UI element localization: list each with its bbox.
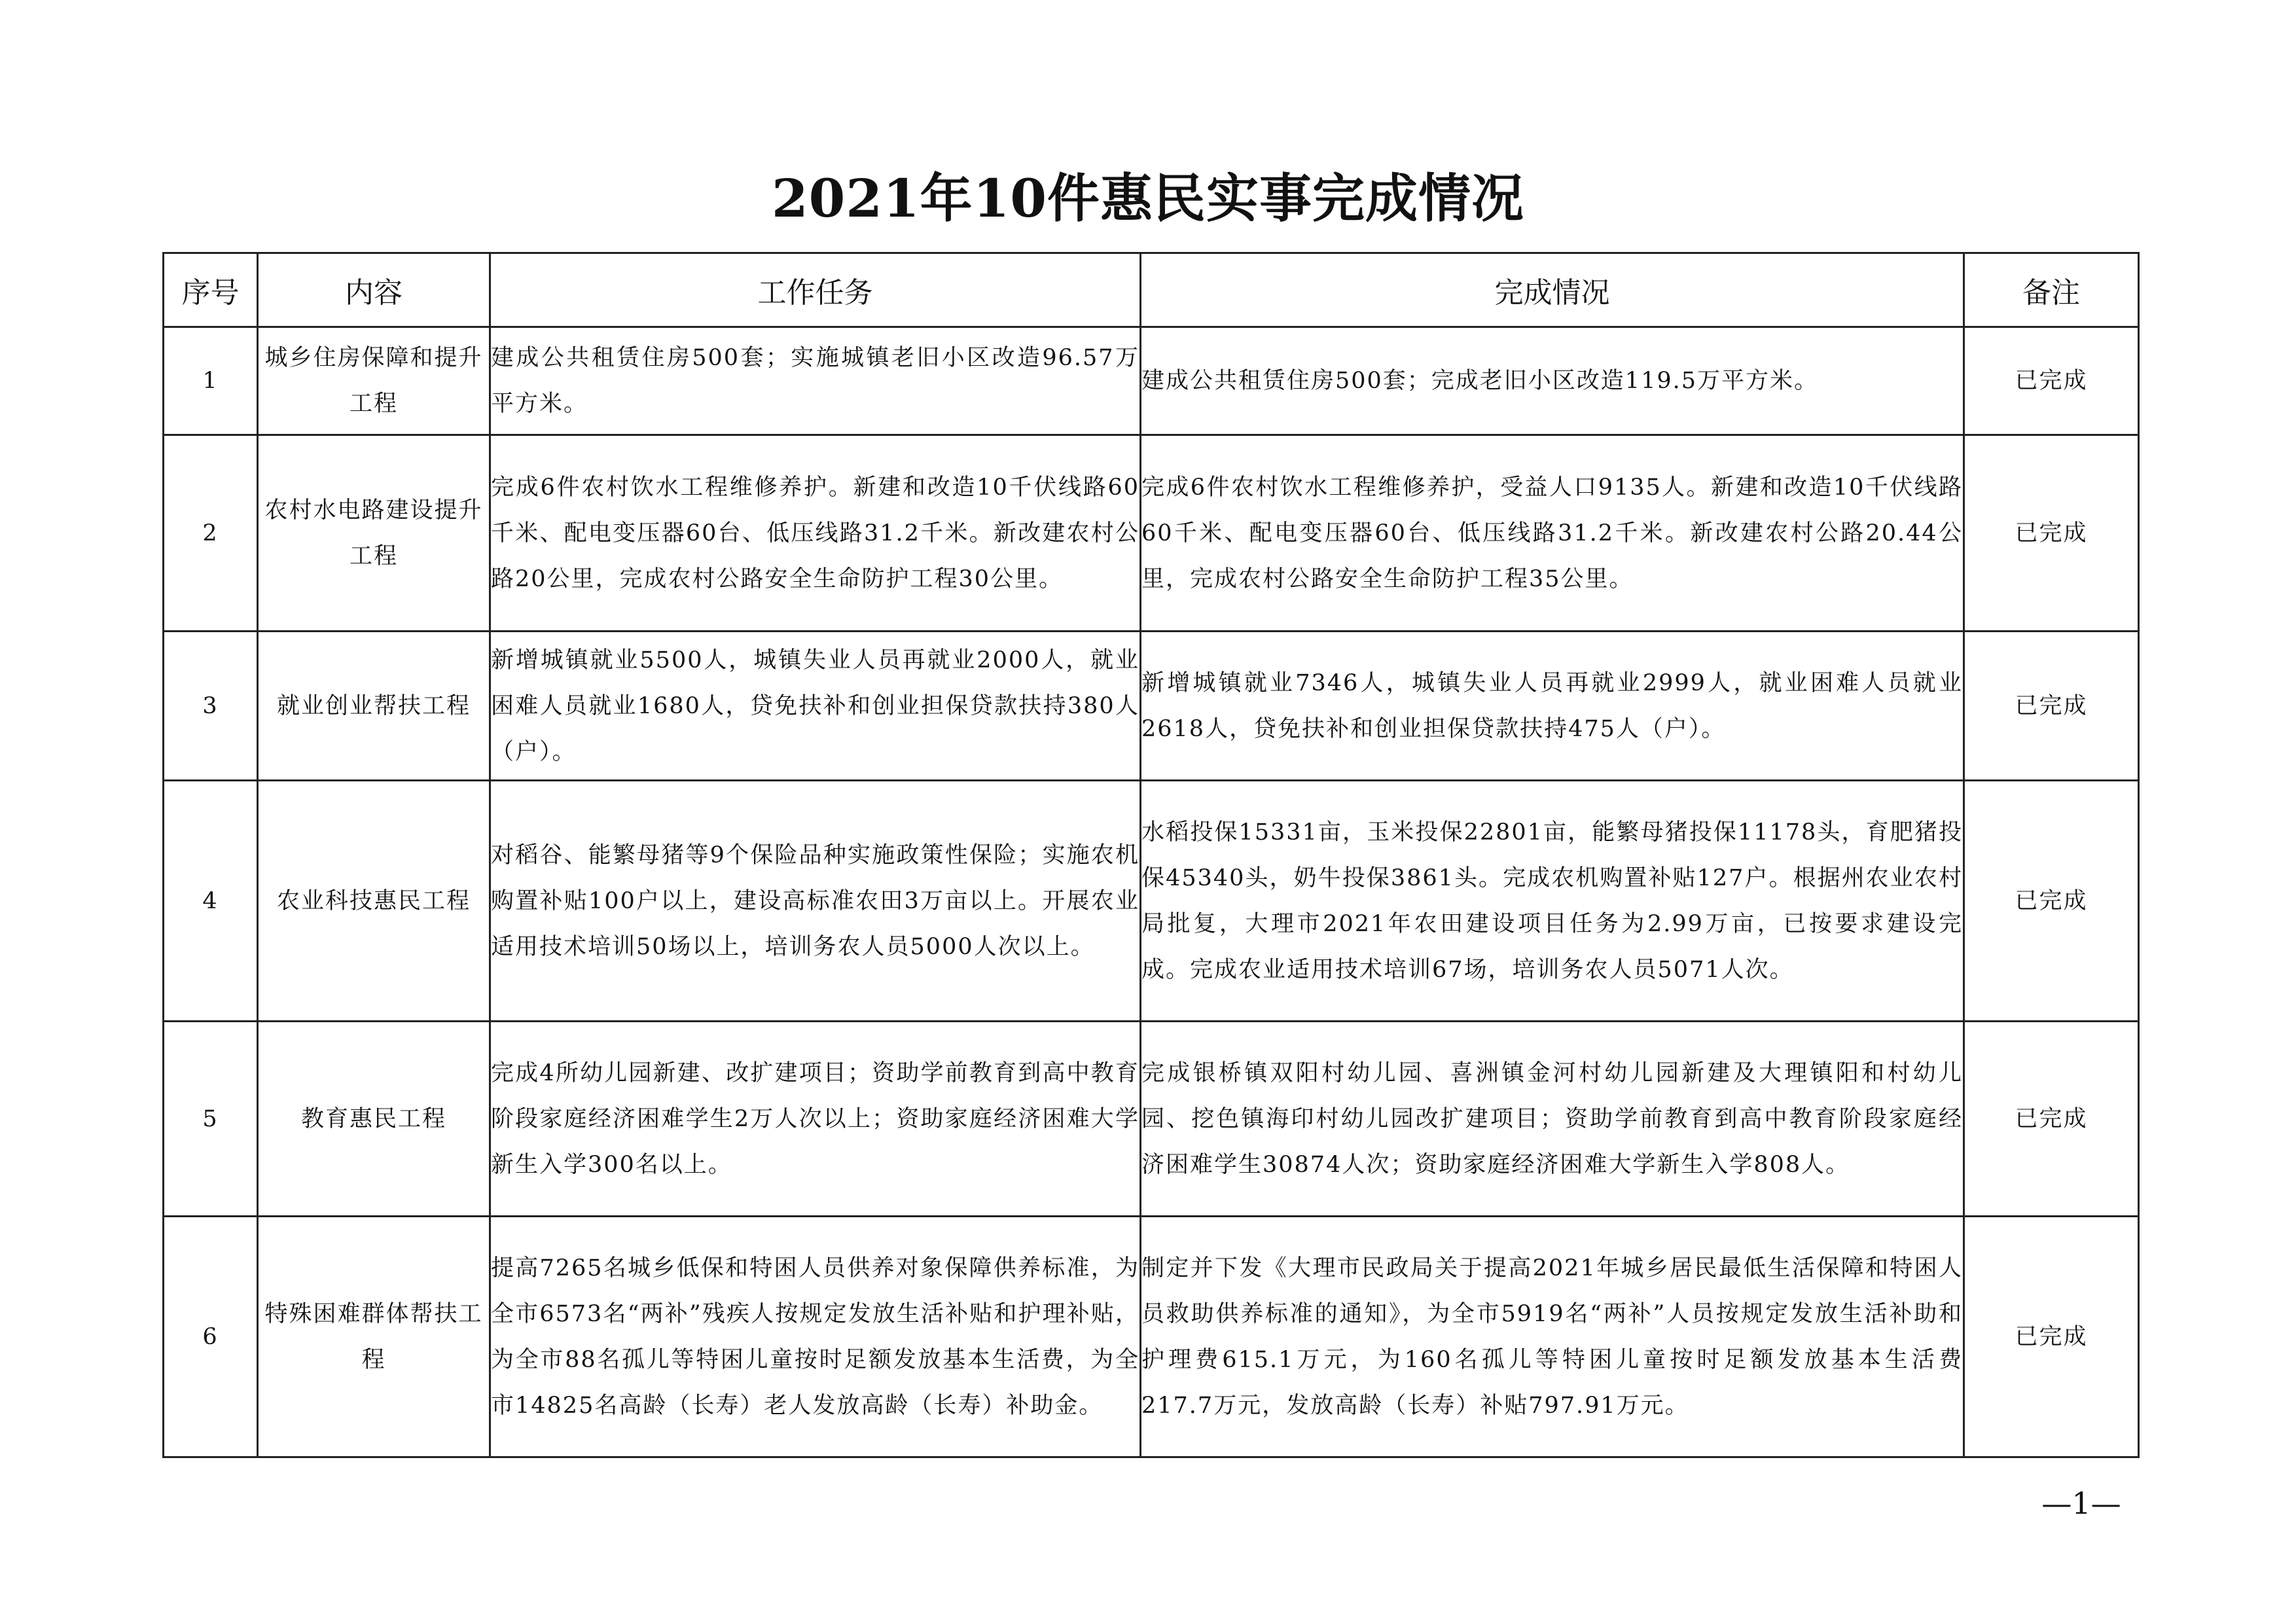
status-note: 已完成	[1964, 327, 2139, 435]
project-task: 完成6件农村饮水工程维修养护。新建和改造10千伏线路60千米、配电变压器60台、低压线路31.2千米。新改建农村公路20公里，完成农村公路安全生命防护工程30公里。	[490, 435, 1141, 632]
project-completion: 制定并下发《大理市民政局关于提高2021年城乡居民最低生活保障和特困人员救助供养标准的通知》，为全市5919名“两补”人员按规定发放生活补助和护理费615.1万元，为160名孤儿等特困儿童按时足额发放基本生活费217.7万元，发放高龄（长寿）补贴797.91万元。	[1141, 1217, 1964, 1457]
page-title: 2021年10件惠民实事完成情况	[772, 168, 1524, 229]
table-row	[164, 1217, 2139, 1457]
row-number: 3	[164, 632, 258, 781]
header-note: 备注	[1964, 253, 2139, 327]
table-row	[164, 781, 2139, 1022]
table-row	[164, 632, 2139, 781]
project-name: 教育惠民工程	[258, 1022, 490, 1217]
project-name: 农业科技惠民工程	[258, 781, 490, 1022]
row-number: 6	[164, 1217, 258, 1457]
project-task: 对稻谷、能繁母猪等9个保险品种实施政策性保险；实施农机购置补贴100户以上，建设高标准农田3万亩以上。开展农业适用技术培训50场以上，培训务农人员5000人次以上。	[490, 781, 1141, 1022]
project-task: 提高7265名城乡低保和特困人员供养对象保障供养标准，为全市6573名“两补”残疾人按规定发放生活补贴和护理补贴，为全市88名孤儿等特困儿童按时足额发放基本生活费，为全市14825名高龄（长寿）老人发放高龄（长寿）补助金。	[490, 1217, 1141, 1457]
table-header-row	[164, 253, 2139, 327]
status-note: 已完成	[1964, 632, 2139, 781]
table-row	[164, 435, 2139, 632]
status-note: 已完成	[1964, 435, 2139, 632]
status-note: 已完成	[1964, 781, 2139, 1022]
project-name: 农村水电路建设提升工程	[258, 435, 490, 632]
header-task: 工作任务	[490, 253, 1141, 327]
project-name: 特殊困难群体帮扶工程	[258, 1217, 490, 1457]
header-no: 序号	[164, 253, 258, 327]
project-completion: 完成银桥镇双阳村幼儿园、喜洲镇金河村幼儿园新建及大理镇阳和村幼儿园、挖色镇海印村幼儿园改扩建项目；资助学前教育到高中教育阶段家庭经济困难学生30874人次；资助家庭经济困难大学新生入学808人。	[1141, 1022, 1964, 1217]
project-completion: 完成6件农村饮水工程维修养护，受益人口9135人。新建和改造10千伏线路60千米、配电变压器60台、低压线路31.2千米。新改建农村公路20.44公里，完成农村公路安全生命防护工程35公里。	[1141, 435, 1964, 632]
page-number: —1—	[2041, 1486, 2121, 1521]
table-row	[164, 1022, 2139, 1217]
project-completion: 新增城镇就业7346人，城镇失业人员再就业2999人，就业困难人员就业2618人，贷免扶补和创业担保贷款扶持475人（户）。	[1141, 632, 1964, 781]
project-table	[162, 252, 2140, 1458]
table-row	[164, 327, 2139, 435]
project-completion: 水稻投保15331亩，玉米投保22801亩，能繁母猪投保11178头，育肥猪投保45340头，奶牛投保3861头。完成农机购置补贴127户。根据州农业农村局批复，大理市2021年农田建设项目任务为2.99万亩，已按要求建设完成。完成农业适用技术培训67场，培训务农人员5071人次。	[1141, 781, 1964, 1022]
status-note: 已完成	[1964, 1217, 2139, 1457]
row-number: 5	[164, 1022, 258, 1217]
status-note: 已完成	[1964, 1022, 2139, 1217]
header-done: 完成情况	[1141, 253, 1964, 327]
project-completion: 建成公共租赁住房500套；完成老旧小区改造119.5万平方米。	[1141, 327, 1964, 435]
project-task: 新增城镇就业5500人，城镇失业人员再就业2000人，就业困难人员就业1680人，贷免扶补和创业担保贷款扶持380人（户）。	[490, 632, 1141, 781]
project-task: 建成公共租赁住房500套；实施城镇老旧小区改造96.57万平方米。	[490, 327, 1141, 435]
row-number: 2	[164, 435, 258, 632]
row-number: 4	[164, 781, 258, 1022]
project-task: 完成4所幼儿园新建、改扩建项目；资助学前教育到高中教育阶段家庭经济困难学生2万人次以上；资助家庭经济困难大学新生入学300名以上。	[490, 1022, 1141, 1217]
project-name: 就业创业帮扶工程	[258, 632, 490, 781]
project-name: 城乡住房保障和提升工程	[258, 327, 490, 435]
row-number: 1	[164, 327, 258, 435]
header-name: 内容	[258, 253, 490, 327]
